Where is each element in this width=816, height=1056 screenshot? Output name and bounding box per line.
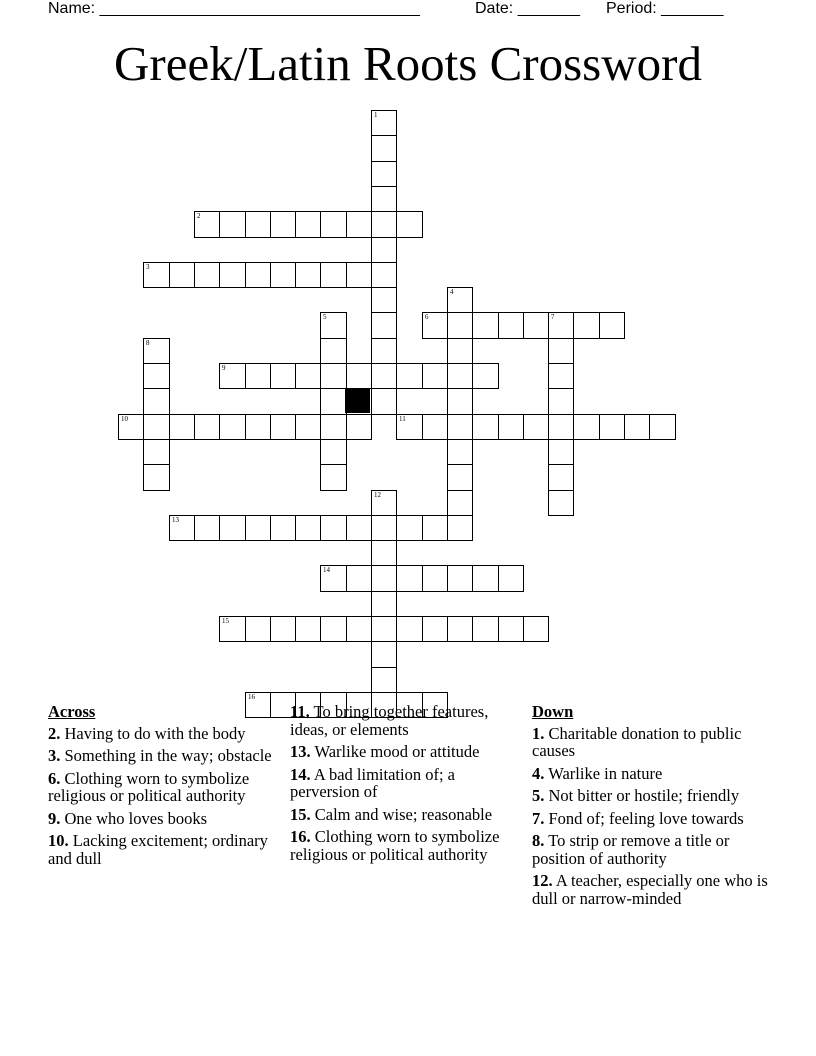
grid-cell[interactable] <box>498 414 524 440</box>
grid-cell[interactable] <box>346 262 372 288</box>
clue-number: 11 <box>399 415 406 423</box>
grid-cell[interactable] <box>447 338 473 364</box>
clue-number: 4 <box>450 288 454 296</box>
clue-number: 8 <box>146 339 150 347</box>
grid-cell[interactable] <box>194 211 220 238</box>
grid-cell[interactable] <box>649 414 676 440</box>
grid-cell[interactable] <box>498 312 524 339</box>
page-title: Greek/Latin Roots Crossword <box>114 36 702 91</box>
grid-cell[interactable] <box>320 414 347 440</box>
grid-cell[interactable] <box>194 414 220 440</box>
across-clue: 13. Warlike mood or attitude <box>290 742 480 761</box>
grid-cell[interactable] <box>270 262 296 288</box>
grid-cell[interactable] <box>371 135 397 162</box>
grid-cell[interactable] <box>371 262 397 288</box>
grid-cell[interactable] <box>346 616 372 642</box>
grid-cell[interactable] <box>219 616 246 642</box>
clue-number: 9 <box>222 364 226 372</box>
down-clue: 5. Not bitter or hostile; friendly <box>532 786 740 805</box>
grid-cell[interactable] <box>245 616 271 642</box>
clue-number: 13 <box>172 516 179 524</box>
grid-cell[interactable] <box>396 616 423 642</box>
grid-cell[interactable] <box>371 110 397 136</box>
grid-cell[interactable] <box>498 565 524 592</box>
grid-cell[interactable] <box>219 363 246 389</box>
grid-cell[interactable] <box>548 338 574 364</box>
grid-cell[interactable] <box>472 565 499 592</box>
grid-cell[interactable] <box>245 414 271 440</box>
grid-cell[interactable] <box>169 262 195 288</box>
grid-cell[interactable] <box>169 414 195 440</box>
grid-cell[interactable] <box>472 363 499 389</box>
down-clue: 12. A teacher, especially one who is dull or narrow-minded <box>532 871 768 908</box>
grid-cell[interactable] <box>371 161 397 187</box>
clue-number: 12 <box>374 491 381 499</box>
grid-cell[interactable] <box>472 616 499 642</box>
grid-cell[interactable] <box>371 388 397 415</box>
grid-cell[interactable] <box>523 312 549 339</box>
down-heading: Down <box>532 702 574 721</box>
grid-cell[interactable] <box>447 439 473 465</box>
grid-cell[interactable] <box>371 287 397 313</box>
grid-cell[interactable] <box>295 616 321 642</box>
grid-cell[interactable] <box>371 363 397 389</box>
grid-cell[interactable] <box>371 540 397 566</box>
grid-cell[interactable] <box>548 490 574 516</box>
grid-cell[interactable] <box>320 312 347 339</box>
grid-cell[interactable] <box>371 237 397 263</box>
grid-cell[interactable] <box>320 338 347 364</box>
grid-cell[interactable] <box>548 312 574 339</box>
across-heading: Across <box>48 702 96 721</box>
grid-cell[interactable] <box>548 439 574 465</box>
clue-number: 3 <box>146 263 150 271</box>
down-clue: 1. Charitable donation to public causes <box>532 723 742 760</box>
grid-cell[interactable] <box>371 641 397 668</box>
grid-cell[interactable] <box>371 186 397 212</box>
grid-cell[interactable] <box>447 363 473 389</box>
clue-number: 1 <box>374 111 378 119</box>
grid-cell[interactable] <box>295 414 321 440</box>
grid-cell[interactable] <box>346 211 372 238</box>
grid-cell[interactable] <box>219 211 246 238</box>
grid-cell[interactable] <box>422 414 448 440</box>
grid-cell[interactable] <box>270 363 296 389</box>
grid-cell[interactable] <box>143 388 170 415</box>
grid-cell[interactable] <box>245 515 271 541</box>
grid-cell[interactable] <box>371 616 397 642</box>
clue-number: 14 <box>323 566 330 574</box>
clues-down-column <box>532 703 772 912</box>
grid-cell[interactable] <box>320 439 347 465</box>
grid-cell[interactable] <box>320 616 347 642</box>
grid-cell[interactable] <box>143 414 170 440</box>
across-clue: 6. Clothing worn to symbolize religious or political authority <box>48 768 250 805</box>
grid-cell[interactable] <box>295 515 321 541</box>
across-clue: 3. Something in the way; obstacle <box>48 746 272 765</box>
clue-number: 6 <box>425 313 429 321</box>
down-clue: 7. Fond of; feeling love towards <box>532 808 744 828</box>
grid-cell[interactable] <box>320 211 347 238</box>
grid-cell[interactable] <box>472 414 499 440</box>
across-clue: 11. To bring together features, ideas, or elements <box>290 702 489 739</box>
clue-number: 7 <box>551 313 555 321</box>
grid-cell[interactable] <box>447 616 473 642</box>
grid-cell[interactable] <box>548 363 574 389</box>
grid-cell[interactable] <box>548 414 574 440</box>
grid-cell[interactable] <box>396 363 423 389</box>
grid-cell[interactable] <box>346 414 372 440</box>
clue-number: 15 <box>222 617 229 625</box>
grid-cell[interactable] <box>523 616 549 642</box>
grid-cell[interactable] <box>320 262 347 288</box>
name-field[interactable]: Name: ____________________________________ <box>48 0 420 17</box>
grid-cell[interactable] <box>143 464 170 491</box>
grid-cell[interactable] <box>219 414 246 440</box>
grid-cell[interactable] <box>447 565 473 592</box>
grid-cell[interactable] <box>447 490 473 516</box>
grid-cell[interactable] <box>371 490 397 516</box>
grid-cell[interactable] <box>447 388 473 415</box>
grid-cell[interactable] <box>270 211 296 238</box>
grid-cell[interactable] <box>396 414 423 440</box>
down-clue: 4. Warlike in nature <box>532 763 663 783</box>
grid-cell[interactable] <box>472 312 499 339</box>
grid-cell[interactable] <box>371 338 397 364</box>
clue-number: 2 <box>197 212 201 220</box>
clues-across-column <box>48 703 278 872</box>
grid-cell[interactable] <box>422 363 448 389</box>
grid-cell[interactable] <box>498 616 524 642</box>
grid-cell[interactable] <box>143 363 170 389</box>
grid-cell[interactable] <box>371 312 397 339</box>
grid-cell[interactable] <box>548 388 574 415</box>
grid-cell[interactable] <box>599 312 625 339</box>
grid-cell[interactable] <box>371 667 397 693</box>
clue-number: 10 <box>121 415 128 423</box>
across-clue: 9. One who loves books <box>48 808 208 828</box>
grid-cell[interactable] <box>346 363 372 389</box>
grid-cell[interactable] <box>447 515 473 541</box>
grid-cell[interactable] <box>320 388 347 415</box>
grid-cell[interactable] <box>320 363 347 389</box>
clues-across-column-2 <box>290 703 520 868</box>
grid-cell[interactable] <box>371 211 397 238</box>
grid-cell[interactable] <box>371 515 397 541</box>
grid-cell[interactable] <box>295 211 321 238</box>
clue-number: 5 <box>323 313 327 321</box>
grid-cell[interactable] <box>422 515 448 541</box>
grid-cell[interactable] <box>270 616 296 642</box>
across-clue: 14. A bad limitation of; a perversion of <box>290 764 455 801</box>
grid-cell[interactable] <box>371 591 397 617</box>
grid-cell[interactable] <box>270 515 296 541</box>
grid-cell[interactable] <box>169 515 195 541</box>
grid-cell[interactable] <box>422 312 448 339</box>
grid-cell[interactable] <box>396 211 423 238</box>
grid-cell[interactable] <box>447 464 473 491</box>
grid-cell[interactable] <box>371 565 397 592</box>
grid-cell[interactable] <box>194 515 220 541</box>
grid-cell[interactable] <box>245 262 271 288</box>
grid-cell[interactable] <box>422 565 448 592</box>
grid-cell[interactable] <box>320 464 347 491</box>
date-field[interactable]: Date: _______ <box>475 0 580 17</box>
grid-cell[interactable] <box>194 262 220 288</box>
grid-cell[interactable] <box>295 262 321 288</box>
grid-cell[interactable] <box>624 414 650 440</box>
grid-cell[interactable] <box>396 515 423 541</box>
across-clue: 15. Calm and wise; reasonable <box>290 804 493 824</box>
grid-cell[interactable] <box>143 439 170 465</box>
grid-cell[interactable] <box>573 312 600 339</box>
grid-cell[interactable] <box>143 338 170 364</box>
grid-cell[interactable] <box>245 211 271 238</box>
grid-cell[interactable] <box>320 565 347 592</box>
down-clue: 8. To strip or remove a title or position of authority <box>532 831 730 868</box>
grid-cell[interactable] <box>270 414 296 440</box>
grid-cell[interactable] <box>447 312 473 339</box>
grid-cell[interactable] <box>346 515 372 541</box>
grid-cell[interactable] <box>573 414 600 440</box>
grid-cell[interactable] <box>245 363 271 389</box>
header-line <box>48 0 768 20</box>
across-clue: 16. Clothing worn to symbolize religious or political authority <box>290 827 500 864</box>
grid-cell[interactable] <box>548 464 574 491</box>
blocked-cell <box>345 388 370 413</box>
grid-cell[interactable] <box>219 262 246 288</box>
clue-number: 16 <box>248 693 255 701</box>
grid-cell[interactable] <box>523 414 549 440</box>
grid-cell[interactable] <box>118 414 144 440</box>
grid-cell[interactable] <box>447 287 473 313</box>
grid-cell[interactable] <box>396 565 423 592</box>
grid-cell[interactable] <box>219 515 246 541</box>
grid-cell[interactable] <box>422 616 448 642</box>
grid-cell[interactable] <box>599 414 625 440</box>
grid-cell[interactable] <box>447 414 473 440</box>
grid-cell[interactable] <box>320 515 347 541</box>
grid-cell[interactable] <box>295 363 321 389</box>
period-field[interactable]: Period: _______ <box>606 0 724 17</box>
across-clue: 2. Having to do with the body <box>48 723 246 743</box>
grid-cell[interactable] <box>346 565 372 592</box>
grid-cell[interactable] <box>143 262 170 288</box>
across-clue: 10. Lacking excitement; ordinary and dull <box>48 831 268 868</box>
